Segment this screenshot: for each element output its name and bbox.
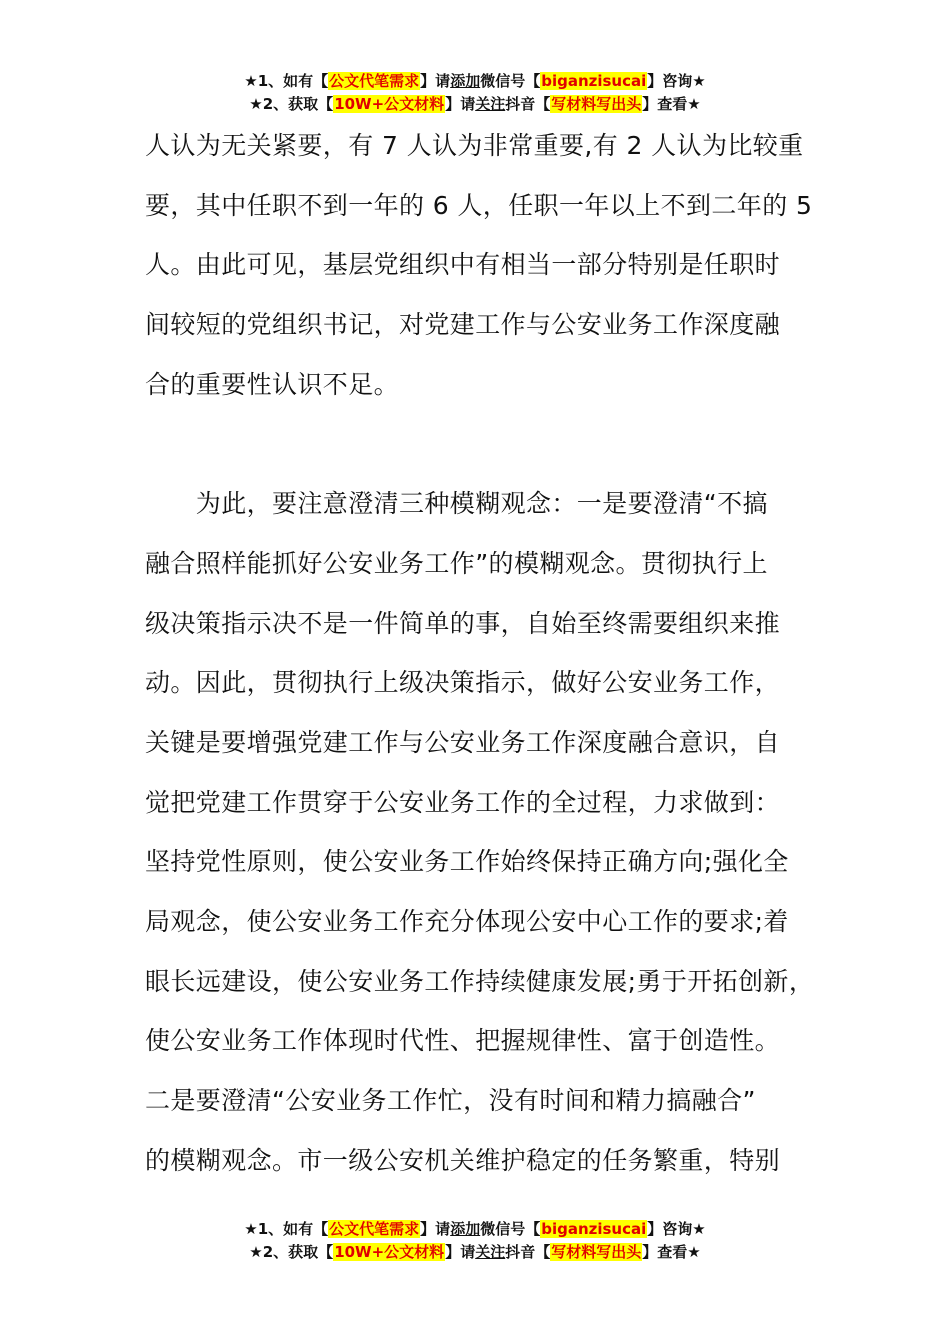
banner-wechat-id: biganzisucai [541,72,647,90]
text-line: 要，其中任职不到一年的 6 人，任职一年以上不到二年的 5 [145,190,813,220]
text-line: 人认为无关紧要，有 7 人认为非常重要,有 2 人认为比较重 [145,131,804,160]
text-line: 间较短的党组织书记，对党建工作与公安业务工作深度融 [145,310,781,340]
banner-text: 】请 [420,72,451,90]
banner-text: 】咨询★ [647,72,706,90]
text-line: 为此，要注意澄清三种模糊观念：一是要澄清“不搞 [145,489,768,519]
banner-underlined-text: 添加 [450,1220,481,1238]
banner-highlight: 10W+公文材料 [334,1243,445,1261]
text-line: 融合照样能抓好公安业务工作”的模糊观念。贯彻执行上 [145,548,768,578]
banner-highlight: 公文代笔需求 [329,1220,420,1238]
banner-underlined-text: 关注 [475,95,506,113]
paragraph-2 [145,474,845,1190]
banner-text: 】查看★ [642,95,701,113]
banner-text: 】请 [420,1220,451,1238]
banner-text: 】请 [445,95,476,113]
text-line: 二是要澄清“公安业务工作忙，没有时间和精力搞融合” [145,1086,756,1115]
text-line: 坚持党性原则，使公安业务工作始终保持正确方向;强化全 [145,847,789,877]
text-line: 的模糊观念。市一级公安机关维护稳定的任务繁重，特别 [145,1145,781,1175]
banner-highlight: 10W+公文材料 [334,95,445,113]
text-line: 使公安业务工作体现时代性、把握规律性、富于创造性。 [145,1026,781,1056]
paragraph-spacer [145,414,845,474]
banner-text: 微信号【 [480,72,541,90]
text-line: 局观念，使公安业务工作充分体现公安中心工作的要求;着 [145,906,789,936]
text-line: 级决策指示决不是一件简单的事，自始至终需要组织来推 [145,608,781,638]
banner-underlined-text: 关注 [475,1243,506,1261]
banner-line-1 [0,1218,950,1241]
banner-douyin-id: 写材料写出头 [551,1243,642,1261]
text-line: 动。因此，贯彻执行上级决策指示，做好公安业务工作， [145,668,781,698]
text-line: 合的重要性认识不足。 [145,369,400,399]
banner-text: 抖音【 [505,1243,551,1261]
banner-text: 】请 [445,1243,476,1261]
banner-wechat-id: biganzisucai [541,1220,647,1238]
banner-highlight: 公文代笔需求 [329,72,420,90]
banner-underlined-text: 添加 [450,72,481,90]
banner-text: ★2、获取【 [249,95,334,113]
text-line: 关键是要增强党建工作与公安业务工作深度融合意识，自 [145,727,781,757]
banner-douyin-id: 写材料写出头 [551,95,642,113]
banner-text: 微信号【 [480,1220,541,1238]
banner-text: ★1、如有【 [244,1220,329,1238]
banner-text: 】咨询★ [647,1220,706,1238]
banner-text: ★1、如有【 [244,72,329,90]
banner-text: 抖音【 [505,95,551,113]
banner-text: ★2、获取【 [249,1243,334,1261]
header-banner [0,70,950,116]
text-line: 人。由此可见，基层党组织中有相当一部分特别是任职时 [145,250,781,280]
banner-line-2 [0,93,950,116]
paragraph-1 [145,116,845,414]
document-body [145,116,845,1190]
footer-banner [0,1218,950,1264]
banner-line-2 [0,1241,950,1264]
text-line: 觉把党建工作贯穿于公安业务工作的全过程，力求做到： [145,787,781,817]
text-line: 眼长远建设，使公安业务工作持续健康发展;勇于开拓创新， [145,966,815,996]
banner-text: 】查看★ [642,1243,701,1261]
banner-line-1 [0,70,950,93]
